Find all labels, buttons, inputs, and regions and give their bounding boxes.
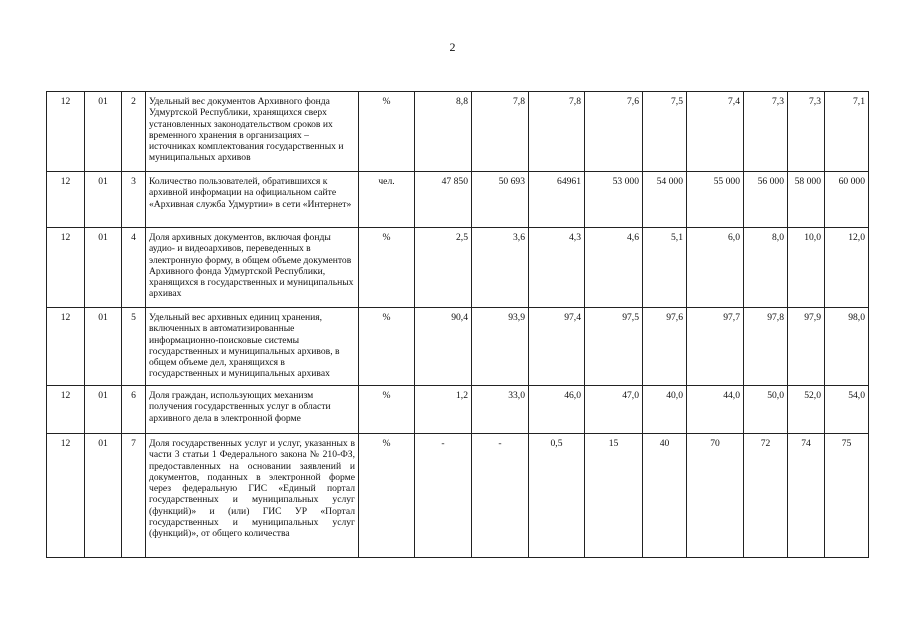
- value-cell: 40: [643, 434, 687, 558]
- value-cell: -: [472, 434, 529, 558]
- value-cell: 7,3: [744, 92, 788, 172]
- value-cell: 75: [825, 434, 869, 558]
- value-cell: 93,9: [472, 308, 529, 386]
- table-row: [47, 92, 869, 172]
- value-cell: 47,0: [585, 386, 643, 434]
- table-row: [47, 172, 869, 228]
- value-cell: 72: [744, 434, 788, 558]
- value-cell: 8,0: [744, 228, 788, 308]
- code-cell: 6: [122, 386, 146, 434]
- indicators-table: [46, 91, 869, 558]
- page-number: 2: [449, 40, 456, 54]
- value-cell: 60 000: [825, 172, 869, 228]
- code-cell: 01: [85, 434, 122, 558]
- value-cell: 3,6: [472, 228, 529, 308]
- code-cell: 01: [85, 172, 122, 228]
- value-cell: 97,4: [529, 308, 585, 386]
- table-row: [47, 228, 869, 308]
- value-cell: 97,6: [643, 308, 687, 386]
- value-cell: 7,1: [825, 92, 869, 172]
- value-cell: 8,8: [415, 92, 472, 172]
- value-cell: 6,0: [687, 228, 744, 308]
- code-cell: 12: [47, 92, 85, 172]
- value-cell: 12,0: [825, 228, 869, 308]
- code-cell: 12: [47, 386, 85, 434]
- unit-cell: %: [359, 386, 415, 434]
- value-cell: 7,8: [472, 92, 529, 172]
- unit-cell: %: [359, 308, 415, 386]
- value-cell: 54,0: [825, 386, 869, 434]
- indicator-name-cell: Удельный вес архивных единиц хранения, включенных в автоматизированные информационно-поисковые системы государственных и муниципальных архивов, в общем объеме дел, хранящихся в государственных и муниципальных архивах: [146, 308, 359, 386]
- value-cell: 10,0: [788, 228, 825, 308]
- value-cell: 50 693: [472, 172, 529, 228]
- value-cell: -: [415, 434, 472, 558]
- value-cell: 54 000: [643, 172, 687, 228]
- value-cell: 90,4: [415, 308, 472, 386]
- value-cell: 58 000: [788, 172, 825, 228]
- unit-cell: %: [359, 92, 415, 172]
- table-row: [47, 308, 869, 386]
- indicator-name-cell: Доля граждан, использующих механизм получения государственных услуг в области архивного дела в электронной форме: [146, 386, 359, 434]
- value-cell: 44,0: [687, 386, 744, 434]
- code-cell: 01: [85, 92, 122, 172]
- value-cell: 46,0: [529, 386, 585, 434]
- unit-cell: чел.: [359, 172, 415, 228]
- value-cell: 7,4: [687, 92, 744, 172]
- table-row: [47, 434, 869, 558]
- value-cell: 4,3: [529, 228, 585, 308]
- value-cell: 47 850: [415, 172, 472, 228]
- value-cell: 33,0: [472, 386, 529, 434]
- value-cell: 50,0: [744, 386, 788, 434]
- value-cell: 7,8: [529, 92, 585, 172]
- code-cell: 01: [85, 386, 122, 434]
- value-cell: 40,0: [643, 386, 687, 434]
- value-cell: 56 000: [744, 172, 788, 228]
- code-cell: 5: [122, 308, 146, 386]
- unit-cell: %: [359, 228, 415, 308]
- indicator-name-cell: Удельный вес документов Архивного фонда Удмуртской Республики, хранящихся сверх установленных законодательством сроков их временного хранения в организациях – источниках комплектования государственных и муниципальных архивов: [146, 92, 359, 172]
- value-cell: 97,5: [585, 308, 643, 386]
- value-cell: 70: [687, 434, 744, 558]
- unit-cell: %: [359, 434, 415, 558]
- table-row: [47, 386, 869, 434]
- code-cell: 12: [47, 308, 85, 386]
- code-cell: 2: [122, 92, 146, 172]
- code-cell: 01: [85, 228, 122, 308]
- code-cell: 7: [122, 434, 146, 558]
- value-cell: 98,0: [825, 308, 869, 386]
- value-cell: 64961: [529, 172, 585, 228]
- code-cell: 4: [122, 228, 146, 308]
- code-cell: 12: [47, 172, 85, 228]
- value-cell: 52,0: [788, 386, 825, 434]
- value-cell: 4,6: [585, 228, 643, 308]
- value-cell: 97,7: [687, 308, 744, 386]
- value-cell: 5,1: [643, 228, 687, 308]
- value-cell: 53 000: [585, 172, 643, 228]
- value-cell: 7,3: [788, 92, 825, 172]
- value-cell: 55 000: [687, 172, 744, 228]
- code-cell: 12: [47, 228, 85, 308]
- value-cell: 1,2: [415, 386, 472, 434]
- value-cell: 7,6: [585, 92, 643, 172]
- value-cell: 7,5: [643, 92, 687, 172]
- code-cell: 3: [122, 172, 146, 228]
- indicator-name-cell: Доля государственных услуг и услуг, указанных в части 3 статьи 1 Федерального закона № 210-ФЗ, предоставленных на основании заявлений и документов, поданных в электронной форме через федеральную ГИС «Единый портал государственных и муниципальных услуг (функций)» и (или) ГИС УР «Портал государственных и муниципальных услуг (функций)», от общего количества: [146, 434, 359, 558]
- value-cell: 74: [788, 434, 825, 558]
- indicator-name-cell: Доля архивных документов, включая фонды аудио- и видеоархивов, переведенных в электронную форму, в общем объеме документов Архивного фонда Удмуртской Республики, хранящихся в государственных и муниципальных архивах: [146, 228, 359, 308]
- value-cell: 0,5: [529, 434, 585, 558]
- value-cell: 97,8: [744, 308, 788, 386]
- value-cell: 97,9: [788, 308, 825, 386]
- value-cell: 2,5: [415, 228, 472, 308]
- value-cell: 15: [585, 434, 643, 558]
- code-cell: 12: [47, 434, 85, 558]
- indicator-name-cell: Количество пользователей, обратившихся к архивной информации на официальном сайте «Архивная служба Удмуртии» в сети «Интернет»: [146, 172, 359, 228]
- code-cell: 01: [85, 308, 122, 386]
